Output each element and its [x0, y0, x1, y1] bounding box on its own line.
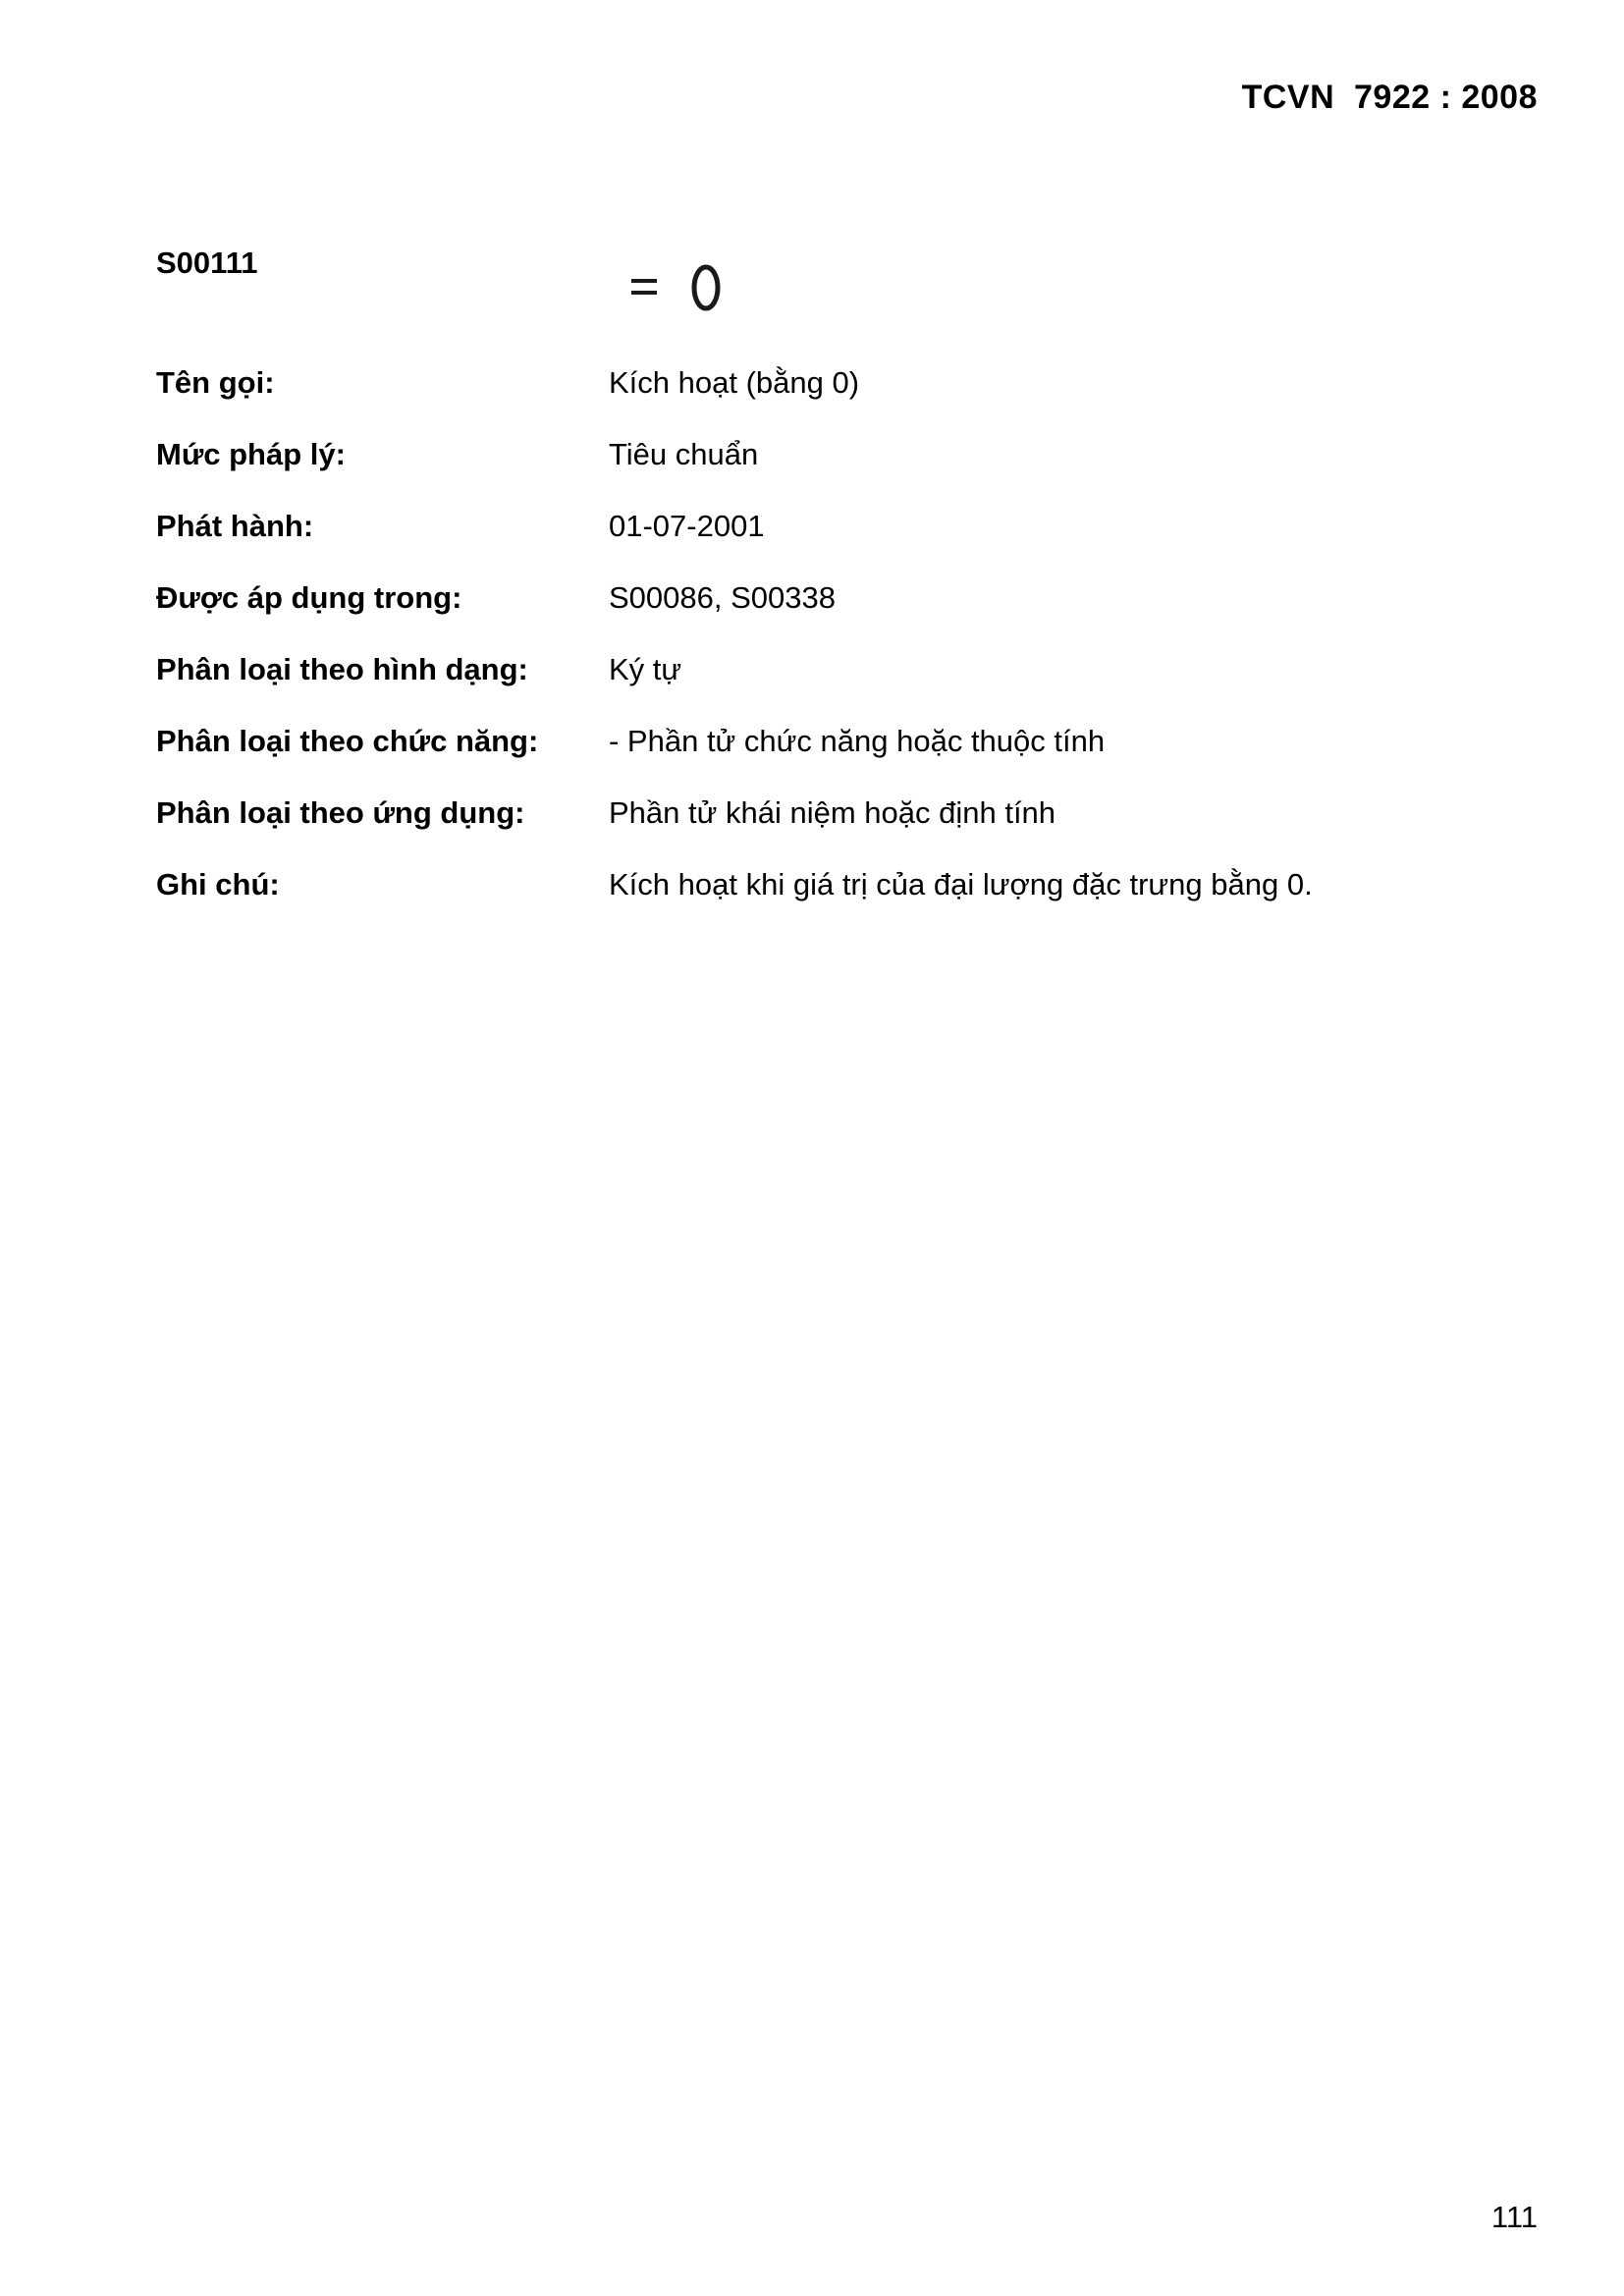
- property-label: Ghi chú:: [156, 867, 280, 902]
- property-value: Ký tự: [609, 652, 682, 686]
- property-value: Tiêu chuẩn: [609, 437, 759, 471]
- property-label: Tên gọi:: [156, 365, 275, 400]
- property-value: Kích hoạt (bằng 0): [609, 365, 860, 400]
- symbol-code: S00111: [156, 246, 258, 280]
- property-label: Phân loại theo ứng dụng:: [156, 795, 525, 830]
- property-row-notes: [156, 867, 1531, 939]
- property-label: Phát hành:: [156, 509, 314, 543]
- page-number: 111: [1490, 2200, 1538, 2234]
- property-value: S00086, S00338: [609, 580, 836, 615]
- document-standard-header: TCVN 7922 : 2008: [1241, 79, 1538, 116]
- property-row-release: [156, 509, 1531, 580]
- property-value: - Phần tử chức năng hoặc thuộc tính: [609, 724, 1106, 758]
- property-row-applied-in: [156, 580, 1531, 652]
- property-row-name: [156, 365, 1531, 437]
- property-value: Phần tử khái niệm hoặc định tính: [609, 795, 1056, 830]
- property-row-function-class: [156, 724, 1531, 795]
- property-label: Phân loại theo chức năng:: [156, 724, 539, 758]
- property-row-shape-class: [156, 652, 1531, 724]
- property-label: Được áp dụng trong:: [156, 580, 462, 615]
- property-row-legal-level: [156, 437, 1531, 509]
- equals-zero-icon: [619, 250, 736, 324]
- property-label: Mức pháp lý:: [156, 437, 346, 471]
- symbol-properties: [156, 365, 1531, 939]
- property-row-application-class: [156, 795, 1531, 867]
- property-value: 01-07-2001: [609, 509, 765, 543]
- property-value: Kích hoạt khi giá trị của đại lượng đặc trưng bằng 0.: [609, 867, 1313, 902]
- property-label: Phân loại theo hình dạng:: [156, 652, 528, 686]
